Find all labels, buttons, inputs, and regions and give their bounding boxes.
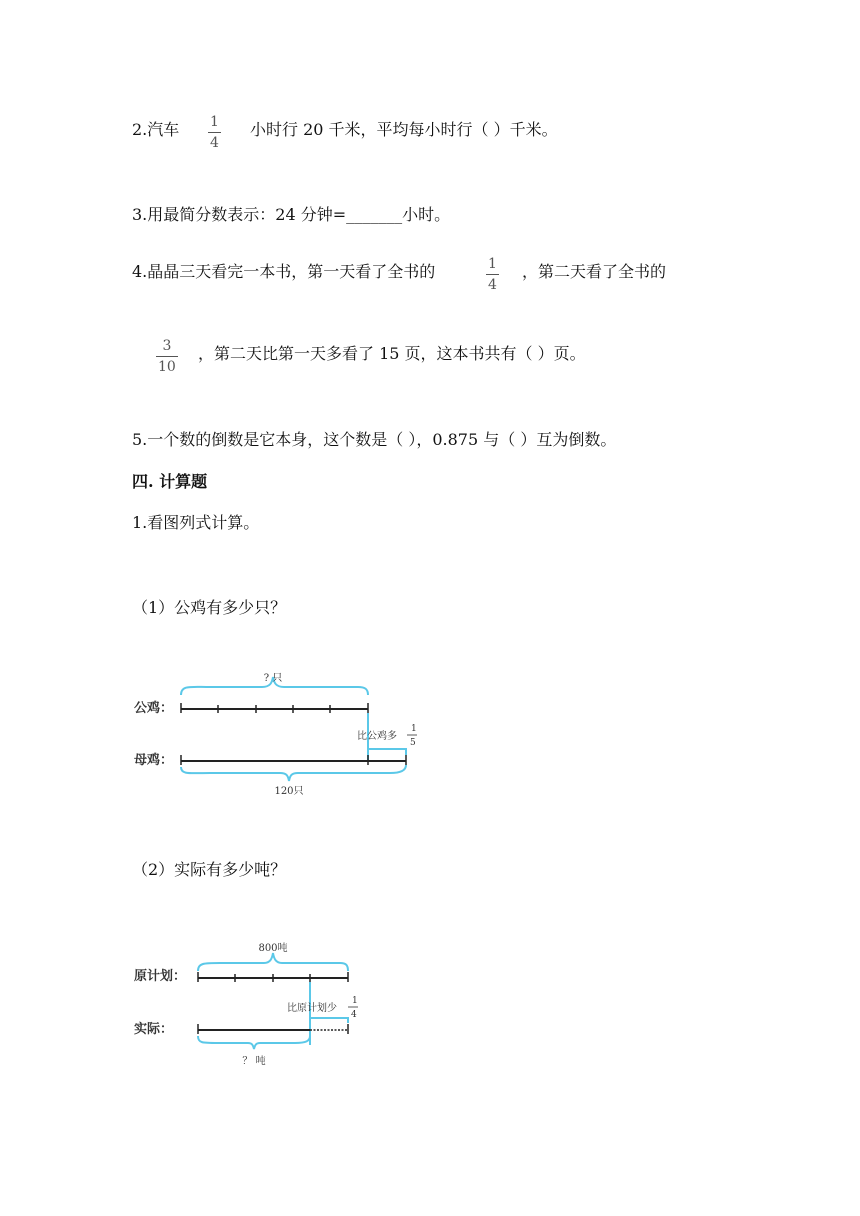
sub-question-2: （2）实际有多少吨？	[132, 860, 287, 879]
question-2-prefix: 2.汽车	[132, 120, 180, 139]
diff-num: 1	[352, 996, 358, 1006]
fraction-numerator: 1	[488, 256, 497, 272]
question-2-suffix: 小时行 20 千米，平均每小时行（ ）千米。	[250, 120, 558, 139]
row2-label: 母鸡：	[134, 753, 174, 768]
question-2	[132, 120, 179, 140]
question-2-fraction	[208, 114, 221, 151]
question-5: 5.一个数的倒数是它本身，这个数是（ ），0.875 与（ ）互为倒数。	[132, 430, 617, 449]
diff-num: 1	[411, 724, 417, 734]
question-4-fraction-2	[156, 338, 178, 375]
question-3: 3.用最简分数表示：24 分钟=_______小时。	[132, 205, 451, 224]
bottom-brace	[198, 1036, 310, 1049]
label-bottom: 120只	[274, 786, 304, 797]
fraction-denominator: 10	[158, 359, 176, 375]
fraction-numerator: 1	[210, 114, 219, 130]
label-bottom: ？ 吨	[242, 1056, 266, 1067]
diff-den: 5	[410, 738, 416, 748]
question-4-line2-suffix: ，第二天比第一天多看了 15 页，这本书共有（ ）页。	[198, 344, 586, 363]
diff-label: 比原计划少	[287, 1003, 337, 1014]
section-title: 四. 计算题	[132, 472, 208, 491]
question-4-fraction-1	[486, 256, 499, 293]
plan-actual-diagram	[130, 935, 390, 1070]
label-top: ? 只	[263, 673, 283, 684]
bottom-brace	[181, 765, 406, 781]
row2-label: 实际：	[134, 1022, 174, 1037]
fraction-denominator: 4	[210, 135, 219, 151]
fraction-bar	[208, 132, 221, 133]
diff-den: 4	[351, 1010, 357, 1020]
calc-question-1: 1.看图列式计算。	[132, 513, 260, 532]
top-brace	[198, 953, 348, 971]
fraction-numerator: 3	[162, 338, 172, 354]
question-4-line1-prefix: 4.晶晶三天看完一本书，第一天看了全书的	[132, 262, 436, 281]
sub-question-1: （1）公鸡有多少只？	[132, 598, 287, 617]
fraction-bar	[486, 274, 499, 275]
question-4-line1-suffix: ，第二天看了全书的	[522, 262, 667, 281]
label-top: 800吨	[258, 943, 288, 954]
rooster-hen-diagram	[130, 665, 430, 800]
fraction-denominator: 4	[488, 277, 497, 293]
diff-label: 比公鸡多	[357, 731, 397, 742]
row1-label: 原计划：	[134, 969, 187, 984]
fraction-bar	[156, 356, 178, 357]
row1-label: 公鸡：	[134, 701, 174, 716]
